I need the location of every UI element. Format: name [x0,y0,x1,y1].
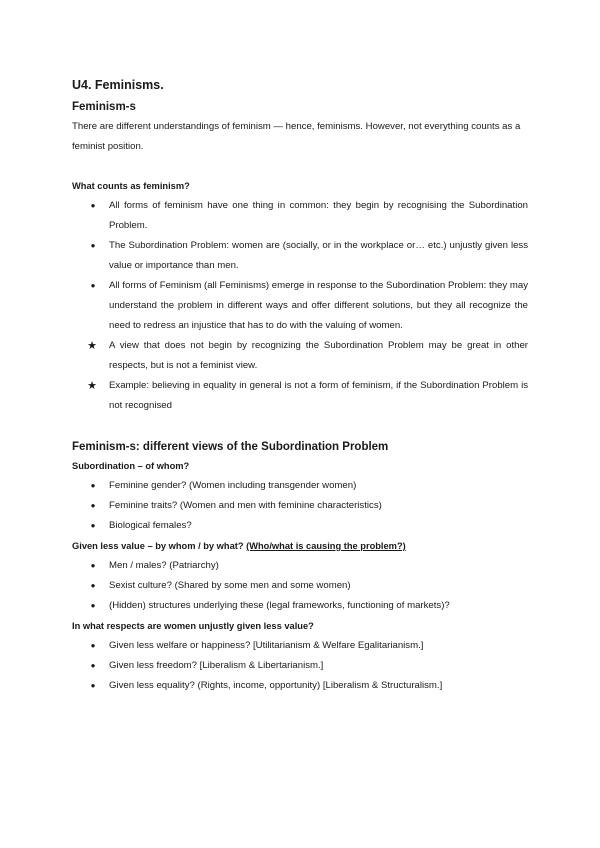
list-item-text: Men / males? (Patriarchy) [109,560,219,571]
list-item-text: The Subordination Problem: women are (socially, or in the workplace or… etc.) unjustly given less value or importance than men. [109,240,528,271]
bullet-icon: ● [90,561,96,570]
bullet-icon: ● [90,281,96,290]
list-item [72,556,528,576]
list-item [72,636,528,656]
question-of-whom [72,456,528,476]
list-item-text: (Hidden) structures underlying these (legal frameworks, functioning of markets)? [109,600,450,611]
bullet-icon: ● [90,481,96,490]
list-item [72,196,528,236]
question-by-whom [72,536,528,556]
section-title-different-views: Feminism-s: different views of the Subordination Problem [72,441,389,453]
list-item [72,516,528,536]
bullet-icon: ● [90,601,96,610]
question-text: Given less value – by whom / by what? [72,541,247,551]
intro-paragraph: There are different understandings of feminism — hence, feminisms. However, not everything counts as a feminist position. [72,121,521,152]
respects-list [72,636,528,696]
bullet-icon: ● [90,501,96,510]
bullet-icon: ● [90,201,96,210]
list-item [72,496,528,516]
question-in-what-respects [72,616,528,636]
criteria-list [72,196,528,416]
list-item [72,276,528,336]
list-item [72,476,528,496]
list-item-text: Given less freedom? [Liberalism & Libertarianism.] [109,660,324,671]
list-item-text: Feminine gender? (Women including transgender women) [109,480,357,491]
list-item-text: Given less welfare or happiness? [Utilitarianism & Welfare Egalitarianism.] [109,640,424,651]
list-item-text: Sexist culture? (Shared by some men and some women) [109,580,351,591]
bullet-icon: ● [90,581,96,590]
star-icon: ★ [87,340,97,352]
question-text: Subordination – of whom? [72,461,190,471]
bullet-icon: ● [90,661,96,670]
list-item-text: Given less equality? (Rights, income, opportunity) [Liberalism & Structuralism.] [109,680,443,691]
list-item [72,336,528,376]
list-item-text: Biological females? [109,520,192,531]
list-item [72,596,528,616]
bullet-icon: ● [90,641,96,650]
by-whom-list [72,556,528,616]
question-text: In what respects are women unjustly given less value? [72,621,314,631]
unit-title: U4. Feminisms. [72,78,164,92]
list-item [72,236,528,276]
list-item [72,656,528,676]
bullet-icon: ● [90,681,96,690]
list-item-text: Feminine traits? (Women and men with feminine characteristics) [109,500,382,511]
list-item-text: Example: believing in equality in general is not a form of feminism, if the Subordination Problem is not recognised [109,380,528,411]
list-item [72,576,528,596]
document-body [72,76,528,696]
list-item [72,376,528,416]
list-item-text: All forms of Feminism (all Feminisms) emerge in response to the Subordination Problem: they may understand the problem in different ways and offer different solutions, but they all recognize the need to redress an injustice that has to do with the valuing of women. [109,280,528,331]
section-title-feminisms: Feminism-s [72,101,136,113]
question-underlined-text: (Who/what is causing the problem?) [246,541,406,551]
list-item-text: A view that does not begin by recognizing the Subordination Problem may be great in other respects, but is not a feminist view. [109,340,528,371]
list-item-text: All forms of feminism have one thing in common: they begin by recognising the Subordination Problem. [109,200,528,231]
bullet-icon: ● [90,241,96,250]
bullet-icon: ● [90,521,96,530]
question-what-counts: What counts as feminism? [72,181,190,191]
of-whom-list [72,476,528,536]
star-icon: ★ [87,380,97,392]
list-item [72,676,528,696]
